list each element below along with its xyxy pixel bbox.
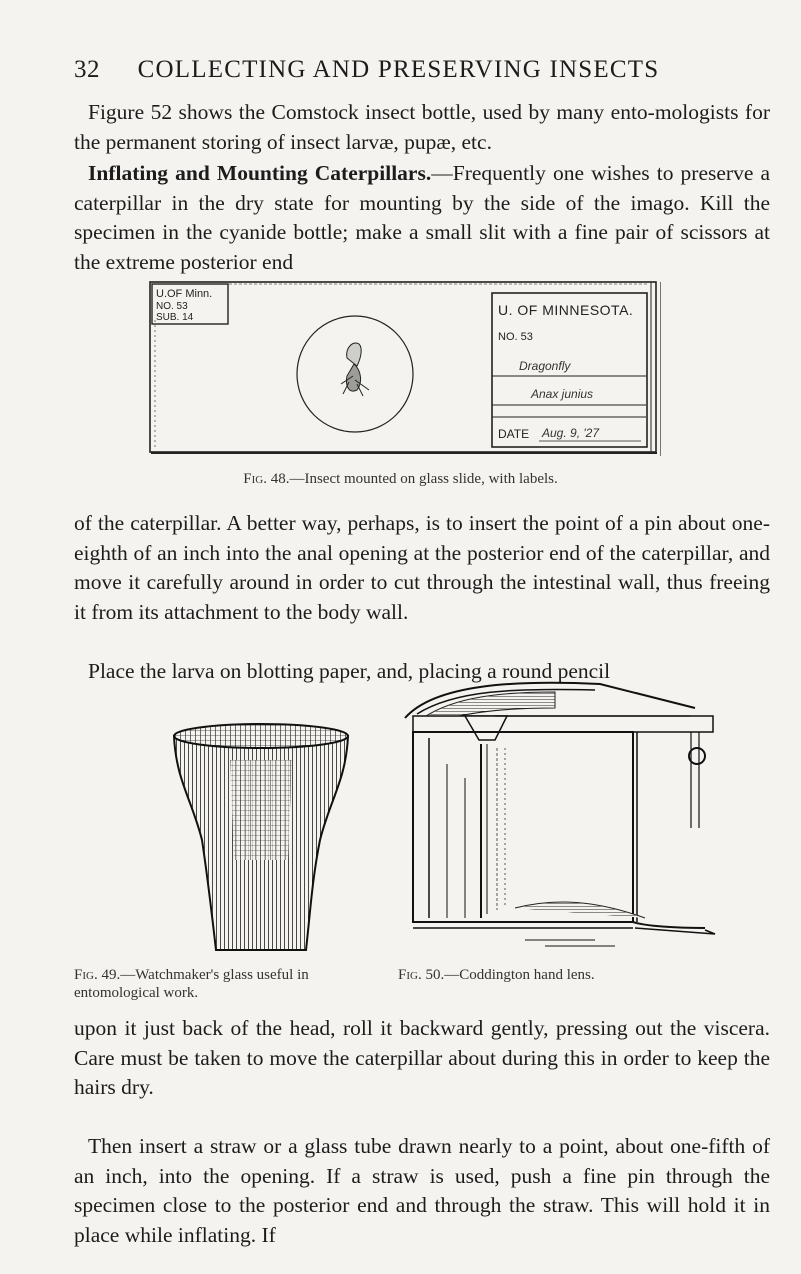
coddington-lens-figure <box>395 678 720 963</box>
mounted-insect-drawing <box>341 343 369 396</box>
right-label-handwritten-1: Dragonfly <box>519 359 571 373</box>
watchmakers-glass-figure <box>160 700 365 960</box>
figure-49-label: Fig. 49. <box>74 967 121 983</box>
section-heading-inflating: Inflating and Mounting Caterpillars. <box>88 161 432 185</box>
right-label-handwritten-2: Anax junius <box>531 387 594 401</box>
running-head <box>74 56 723 88</box>
running-head-title: COLLECTING AND PRESERVING INSECTS <box>137 56 660 83</box>
paragraph-pin-method: of the caterpillar. A better way, perhaps, is to insert the point of a pin about one-eighth of an inch into the anal opening at the posterior end of the caterpillar, and move it carefully around in order to cut through the intestinal wall, thus freeing it from its attachment to the body wall. <box>74 511 770 624</box>
paragraph-blotting-paper: Place the larva on blotting paper, and, placing a round pencil <box>88 659 611 683</box>
paragraph-rolling-pencil: upon it just back of the head, roll it backward gently, pressing out the viscera. Care must be taken to move the caterpillar about during this in order to keep the hairs dry. <box>74 1016 770 1100</box>
right-slide-label <box>492 293 647 447</box>
right-label-date-prefix: DATE <box>498 427 530 441</box>
left-label-line1: U.OF Minn. <box>156 288 213 300</box>
coddington-lens-drawing <box>405 683 715 946</box>
left-label-line3: SUB. 14 <box>156 312 194 323</box>
paragraph-comstock-bottle: Figure 52 shows the Comstock insect bottle, used by many ento-mologists for the permanent storing of insect larvæ, pupæ, etc. <box>74 100 770 154</box>
figure-50-caption-text: —Coddington hand lens. <box>444 967 595 983</box>
right-label-date-value: Aug. 9, '27 <box>542 426 599 440</box>
left-label-line2: NO. 53 <box>156 301 188 312</box>
paragraph-inflating-caterpillars <box>74 159 770 277</box>
insect-slide-figure <box>149 278 661 460</box>
paragraph-insert-straw: Then insert a straw or a glass tube drawn nearly to a point, about one-fifth of an inch, into the opening. If a straw is used, push a fine pin through the specimen close to the posterior end and through the straw. This will hold it in place while inflating. If <box>74 1134 770 1247</box>
right-label-institution: U. OF MINNESOTA. <box>498 302 634 318</box>
figure-49-caption-text: —Watchmaker's glass useful in entomological work. <box>74 967 309 1001</box>
paragraph-inflating-text: —Frequently one wishes to preserve a caterpillar in the dry state for mounting by the side of the imago. Kill the specimen in the cyanide bottle; make a small slit with a fine pair of scissors at the extreme posterior end <box>74 161 770 274</box>
left-slide-label <box>152 284 228 324</box>
figure-50-label: Fig. 50. <box>398 967 445 983</box>
figure-49-caption <box>74 966 364 1002</box>
figure-48-label: Fig. 48. <box>243 471 290 487</box>
figure-50-caption <box>398 966 718 984</box>
figure-48-caption <box>0 470 801 488</box>
page-number: 32 <box>74 56 100 83</box>
right-label-number: NO. 53 <box>498 331 533 343</box>
watchmakers-glass-drawing <box>174 724 348 950</box>
figure-48-caption-text: —Insect mounted on glass slide, with labels. <box>289 471 558 487</box>
